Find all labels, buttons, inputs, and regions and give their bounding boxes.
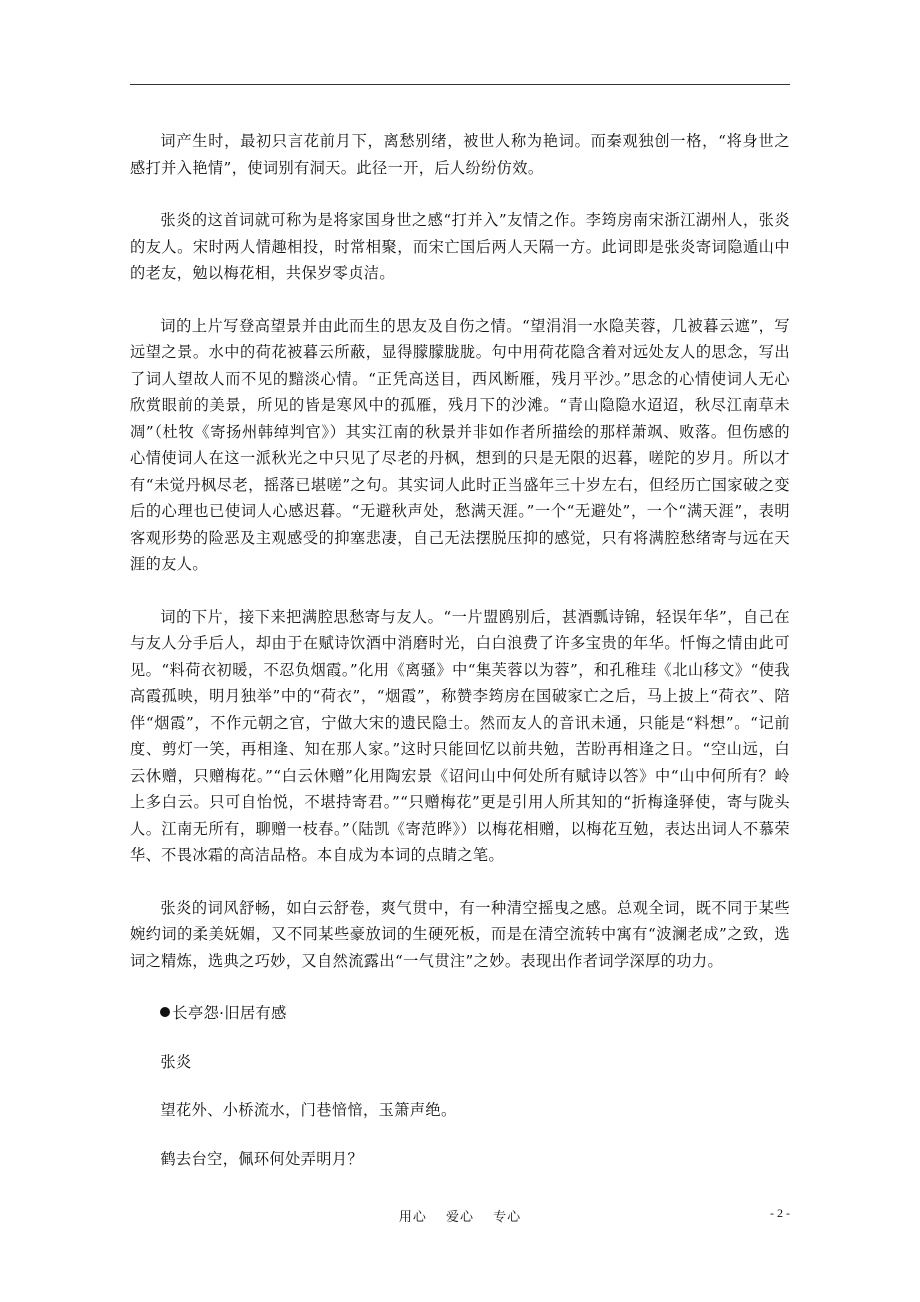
poem-title-text: 长亭怨·旧居有感: [172, 1004, 287, 1022]
poem-line: 望花外、小桥流水，门巷愔愔，玉箫声绝。: [160, 1101, 457, 1119]
footer-word: 专心: [493, 1210, 522, 1225]
paragraph-upper-stanza: 词的上片写登高望景并由此而生的思友及自伤之情。“望涓涓一水隐芙蓉，几被暮云遮”，写远望之景。水中的荷花被暮云所蔽，显得朦朦胧胧。句中用荷花隐含着对远处友人的思念，写出了词人望故人而不见的黯淡心情。“正凭高送目，西风断雁，残月平沙。”思念的心情使词人无心欣赏眼前的美景，所见的皆是寒风中的孤雁，残月下的沙滩。“青山隐隐水迢迢，秋尽江南草未凋”（杜牧《寄扬州韩绰判官》）其实江南的秋景并非如作者所描绘的那样萧飒、败落。但伤感的心情使词人在这一派秋光之中只见了尽老的丹枫，想到的只是无限的迟暮，嗟陀的岁月。所以才有“未觉丹枫尽老，摇落已堪嗟”之句。其实词人此时正当盛年三十岁左右，但经历亡国家破之变后的心理也已使词人心感迟暮。“无避秋声处，愁满天涯。”一个“无避处”，一个“满天涯”，表明客观形势的险恶及主观感受的抑塞悲凄，自己无法摆脱压抑的感觉，只有将满腔愁绪寄与远在天涯的友人。: [130, 316, 790, 573]
paragraph-lower-stanza: 词的下片，接下来把满腔思愁寄与友人。“一片盟鸥别后，甚酒瓢诗锦，轻误年华”，自己在与友人分手后人，却由于在赋诗饮酒中消磨时光，白白浪费了许多宝贵的年华。忏悔之情由此可见。“料荷衣初暖，不忍负烟霞。”化用《离骚》中“集芙蓉以为蓉”，和孔稚珪《北山移文》“使我高霞孤映，明月独举”中的“荷衣”，“烟霞”，称赞李筠房在国破家亡之后，马上披上“荷衣”、陪伴“烟霞”，不作元朝之官，宁做大宋的遗民隐士。然而友人的音讯未通，只能是“料想”。“记前度、剪灯一笑，再相逢、知在那人家。”这时只能回忆以前共勉，苦盼再相逢之日。“空山远，白云休赠，只赠梅花。”“白云休赠”化用陶宏景《诏问山中何处所有赋诗以答》中“山中何所有？岭上多白云。只可自怡悦，不堪持寄君。”“只赠梅花”更是引用人所其知的“折梅逢驿使，寄与陇头人。江南无所有，聊赠一枝春。”（陆凯《寄范晔》）以梅花相赠，以梅花互勉，表达出词人不慕荣华、不畏冰霜的高洁品格。本自成为本词的点睛之笔。: [130, 607, 790, 864]
bullet-icon: [160, 1007, 170, 1017]
poem-title: [130, 1000, 790, 1027]
paragraph-style: 张炎的词风舒畅，如白云舒卷，爽气贯中，有一种清空摇曳之感。总观全词，既不同于某些婉约词的柔美妩媚，又不同某些豪放词的生硬死板，而是在清空流转中寓有“波澜老成”之致，选词之精炼，选典之巧妙，又自然流露出“一气贯注”之妙。表现出作者词学深厚的功力。: [130, 898, 790, 970]
footer-word: 爱心: [445, 1210, 474, 1225]
header-rule: [130, 84, 790, 85]
paragraph-context: 张炎的这首词就可称为是将家国身世之感“打并入”友情之作。李筠房南宋浙江湖州人，张炎的友人。宋时两人情趣相投，时常相聚，而宋亡国后两人天隔一方。此词即是张炎寄词隐遁山中的老友，勉以梅花相，共保岁零贞洁。: [130, 211, 790, 282]
page-body: [130, 128, 790, 1194]
paragraph-intro: 词产生时，最初只言花前月下，离愁别绪，被世人称为艳词。而秦观独创一格，“将身世之感打并入艳情”，使词别有洞天。此径一开，后人纷纷仿效。: [130, 132, 790, 177]
footer-word: 用心: [398, 1210, 427, 1225]
page-number: - 2 -: [770, 1206, 790, 1220]
poem-author: 张炎: [160, 1052, 192, 1071]
poem-line: 鹤去台空，佩环何处弄明月？: [160, 1149, 364, 1168]
